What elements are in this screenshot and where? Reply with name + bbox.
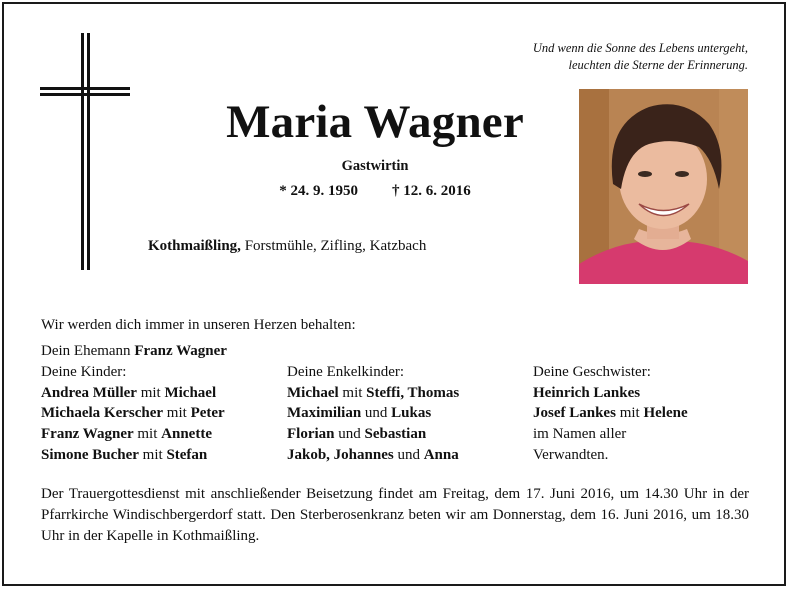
- motto-quote: [470, 40, 748, 74]
- list-item: Michaela Kerscher mit Peter: [41, 405, 225, 422]
- life-dates: [150, 183, 600, 200]
- birth-date: * 24. 9. 1950: [279, 183, 358, 199]
- husband-line: Dein Ehemann Franz Wagner: [41, 343, 227, 359]
- service-announcement: Der Trauergottesdienst mit anschließender Beisetzung findet am Freitag, dem 17. Juni 2016, um 14.30 Uhr in der Pfarrkirche Windischbergerdorf statt. Den Sterberosenkranz beten wir am Donnerstag, dem 16. Juni 2016, um 18.30 Uhr in der Kapelle in Kothmaißling.: [41, 486, 749, 544]
- list-item: im Namen aller: [533, 426, 627, 443]
- occupation: Gastwirtin: [341, 158, 409, 174]
- list-item: Franz Wagner mit Annette: [41, 426, 212, 443]
- list-item: Verwandten.: [533, 446, 609, 463]
- death-date: † 12. 6. 2016: [392, 183, 471, 199]
- grandchildren-heading: Deine Enkelkinder:: [287, 363, 405, 380]
- list-item: Heinrich Lankes: [533, 384, 641, 401]
- places-line: [148, 238, 426, 255]
- portrait-photo: [579, 89, 748, 284]
- family-column-grandchildren: [287, 362, 459, 466]
- list-item: Maximilian und Lukas: [287, 405, 432, 422]
- husband-name: Franz Wagner: [134, 343, 227, 359]
- siblings-heading: Deine Geschwister:: [533, 363, 651, 380]
- list-item: Josef Lankes mit Helene: [533, 405, 688, 422]
- list-item: Florian und Sebastian: [287, 426, 427, 443]
- mourners-intro: Wir werden dich immer in unseren Herzen behalten:: [41, 317, 356, 333]
- family-column-children: [41, 341, 227, 466]
- list-item: Michael mit Steffi, Thomas: [287, 384, 460, 401]
- motto-line-2: leuchten die Sterne der Erinnerung.: [568, 58, 748, 72]
- list-item: Jakob, Johannes und Anna: [287, 446, 459, 463]
- list-item: Andrea Müller mit Michael: [41, 384, 217, 401]
- motto-line-1: Und wenn die Sonne des Lebens untergeht,: [532, 41, 748, 55]
- place-others: Forstmühle, Zifling, Katzbach: [240, 238, 427, 254]
- deceased-name: Maria Wagner: [226, 96, 524, 148]
- place-main: Kothmaißling,: [148, 238, 241, 254]
- list-item: Simone Bucher mit Stefan: [41, 446, 208, 463]
- children-heading: Deine Kinder:: [41, 363, 127, 380]
- family-column-siblings: [533, 362, 688, 466]
